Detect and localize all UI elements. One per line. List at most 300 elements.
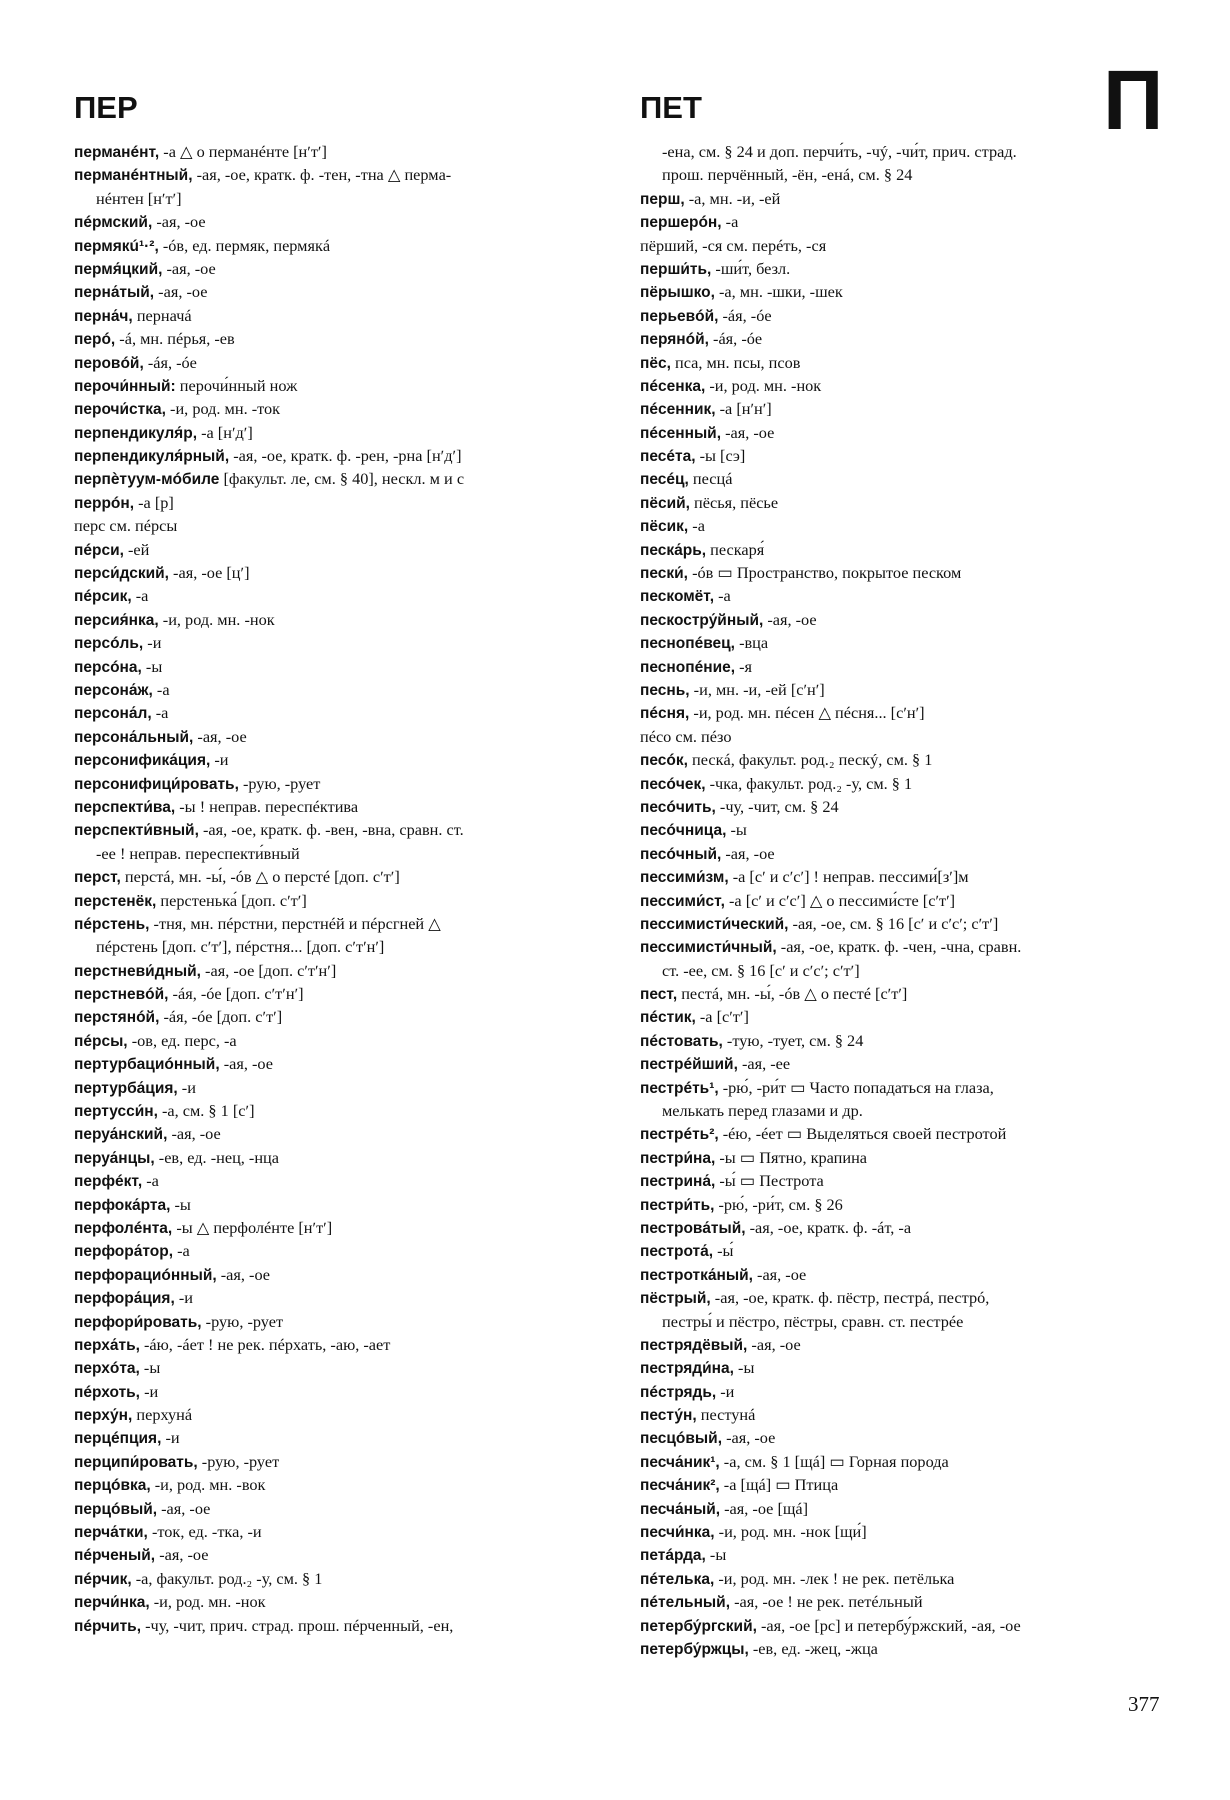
- entry-definition: пескá, факульт. род.₂ пескý, см. § 1: [687, 750, 933, 770]
- entry-headword: песчи́нка,: [640, 1524, 715, 1542]
- dictionary-entry: [74, 1052, 614, 1075]
- entry-headword: персия́нка,: [74, 611, 159, 629]
- entry-definition: перстá, мн. -ы́, -óв △ о перстé [доп. сʹтʹ]: [120, 867, 400, 887]
- dictionary-entry: [640, 1146, 1180, 1169]
- entry-definition: -á, мн. пéрья, -ев: [115, 329, 235, 349]
- entry-headword: песча́ник²,: [640, 1477, 720, 1495]
- entry-headword: перьевóй,: [640, 307, 719, 325]
- entry-headword: пестри́на,: [640, 1149, 716, 1167]
- entry-headword: перцéпция,: [74, 1430, 162, 1448]
- entry-headword: перфори́ровать,: [74, 1313, 202, 1331]
- entry-definition: -ы ▭ Пятно, крапина: [715, 1147, 868, 1167]
- entry-headword: пест,: [640, 986, 678, 1004]
- entry-headword: пестряди́на,: [640, 1360, 734, 1378]
- entry-definition: -ая, -ое, кратк. ф. -рен, -рна [нʹдʹ]: [229, 446, 462, 466]
- dictionary-entry: [640, 1099, 1180, 1122]
- entry-definition: -и: [140, 1381, 159, 1401]
- entry-definition: -а, см. § 1 [сʹ]: [157, 1101, 255, 1121]
- entry-headword: пéрченый,: [74, 1547, 156, 1565]
- dictionary-entry: [74, 1286, 614, 1309]
- entry-definition: -чу, -чит, прич. страд. прош. пéрченный, -ен,: [141, 1615, 454, 1635]
- dictionary-entry: [74, 1029, 614, 1052]
- dictionary-entry: [74, 959, 614, 982]
- dictionary-entry: [74, 1590, 614, 1613]
- dictionary-entry: [74, 1380, 614, 1403]
- entry-definition: пéрстень [доп. сʹтʹ], пéрстня... [доп. сʹтʹнʹ]: [96, 937, 385, 957]
- entry-headword: песóчница,: [640, 822, 727, 840]
- entry-headword: песка́рь,: [640, 541, 707, 559]
- entry-headword: пестрéть²,: [640, 1126, 719, 1144]
- dictionary-entry: [74, 514, 614, 537]
- entry-definition: ст. -ее, см. § 16 [сʹ и сʹсʹ; сʹтʹ]: [662, 960, 860, 980]
- dictionary-entry: [640, 327, 1180, 350]
- entry-headword: перна́ч,: [74, 307, 133, 325]
- entry-definition: мелькать перед глазами и др.: [662, 1101, 863, 1121]
- entry-headword: пéстик,: [640, 1009, 696, 1027]
- entry-definition: -áя, -óе [доп. сʹтʹ]: [159, 1007, 283, 1027]
- entry-headword: перху́н,: [74, 1407, 133, 1425]
- entry-headword: песóчек,: [640, 775, 706, 793]
- entry-headword: пескостру́йный,: [640, 611, 764, 629]
- entry-definition: -и, род. мн. -ток: [165, 399, 281, 419]
- entry-headword: перочи́нный:: [74, 377, 176, 395]
- entry-headword: перна́тый,: [74, 284, 155, 302]
- entry-definition: -рую, -рует: [197, 1451, 280, 1471]
- dictionary-entry: [640, 1426, 1180, 1449]
- dictionary-entry: [640, 1193, 1180, 1216]
- dictionary-entry: [74, 1426, 614, 1449]
- dictionary-entry: [74, 889, 614, 912]
- entry-definition: пескаря́: [706, 539, 765, 559]
- entry-headword: перманéнт,: [74, 144, 160, 161]
- entry-definition: -ая, -ое: [154, 282, 208, 302]
- dictionary-entry: [640, 678, 1180, 701]
- entry-headword: перстенёк,: [74, 892, 157, 910]
- entry-definition: перначá: [132, 305, 192, 325]
- entry-definition: -а: [151, 703, 169, 723]
- header-right-guide-word: ПЕТ: [640, 90, 702, 125]
- dictionary-entry: [74, 397, 614, 420]
- dictionary-entry: [640, 982, 1180, 1005]
- dictionary-entry: [74, 1099, 614, 1122]
- entry-definition: -ая, -ое, кратк. ф. -вен, -вна, сравн. ст.: [198, 820, 464, 840]
- entry-headword: перча́тки,: [74, 1524, 148, 1542]
- entry-definition: -и, род. мн. -нок: [158, 609, 275, 629]
- dictionary-entry: [74, 655, 614, 678]
- page-number: 377: [1128, 1692, 1160, 1716]
- entry-headword: перфолéнта,: [74, 1219, 173, 1237]
- entry-definition: -тня, мн. пéрстни, перстнéй и пéрсгней △: [149, 913, 441, 933]
- entry-headword: пéсенка,: [640, 377, 706, 395]
- dictionary-entry: [640, 444, 1180, 467]
- entry-definition: прош. перчённый, -ён, -енá, см. § 24: [662, 165, 913, 185]
- entry-definition: -а [нʹнʹ]: [715, 399, 772, 419]
- dictionary-entry: [74, 444, 614, 467]
- dictionary-entry: [640, 140, 1180, 163]
- dictionary-entry: [640, 795, 1180, 818]
- dictionary-entry: [640, 351, 1180, 374]
- dictionary-entry: [640, 304, 1180, 327]
- header-left-guide-word: ПЕР: [74, 90, 138, 125]
- dictionary-entry: [640, 1380, 1180, 1403]
- entry-definition: песцá: [688, 469, 733, 489]
- entry-definition: -а, см. § 1 [щá] ▭ Горная порода: [719, 1451, 949, 1471]
- entry-headword: персóль,: [74, 635, 144, 653]
- entry-headword: пéсенный,: [640, 424, 722, 442]
- entry-headword: пестротка́ный,: [640, 1266, 753, 1284]
- dictionary-entry: [640, 187, 1180, 210]
- dictionary-entry: [640, 772, 1180, 795]
- entry-headword: пёсий,: [640, 494, 690, 512]
- dictionary-entry: [640, 608, 1180, 631]
- entry-definition: -éю, -éет ▭ Выделяться своей пестротой: [718, 1124, 1007, 1144]
- entry-definition: -ее ! неправ. переспекти́вный: [96, 843, 300, 863]
- entry-headword: перцóвый,: [74, 1500, 158, 1518]
- entry-headword: перспекти́вный,: [74, 822, 199, 840]
- dictionary-entry: [74, 1216, 614, 1239]
- entry-definition: -ы́ ▭ Пестрота: [715, 1171, 824, 1191]
- entry-definition: -ая, -ое ! не рек. петéльный: [730, 1592, 923, 1612]
- dictionary-entry: [74, 1333, 614, 1356]
- entry-definition: -ая, -ое: [763, 609, 817, 629]
- entry-headword: перфока́рта,: [74, 1196, 171, 1214]
- entry-headword: першерóн,: [640, 214, 722, 232]
- dictionary-entry: [640, 374, 1180, 397]
- dictionary-entry: [74, 1473, 614, 1496]
- dictionary-entry: [74, 701, 614, 724]
- entry-definition: -ая, -ое: [216, 1264, 271, 1284]
- dictionary-entry: [640, 1005, 1180, 1028]
- entry-headword: песóчить,: [640, 798, 716, 816]
- entry-headword: перочи́стка,: [74, 401, 166, 419]
- dictionary-entry: [640, 163, 1180, 186]
- entry-definition: -áя, -óе: [708, 329, 763, 349]
- dictionary-entry: [640, 491, 1180, 514]
- dictionary-entry: [74, 1520, 614, 1543]
- entry-headword: песóчный,: [640, 845, 722, 863]
- dictionary-entry: [74, 1263, 614, 1286]
- dictionary-entry: [74, 725, 614, 748]
- dictionary-entry: [74, 163, 614, 186]
- entry-headword: перфора́ция,: [74, 1290, 175, 1308]
- entry-headword: пéрсик,: [74, 588, 132, 606]
- dictionary-entry: [74, 1497, 614, 1520]
- entry-definition: -и: [161, 1428, 180, 1448]
- dictionary-entry: [640, 1590, 1180, 1613]
- dictionary-entry: [74, 935, 614, 958]
- dictionary-entry: [74, 351, 614, 374]
- entry-definition: -и: [177, 1077, 196, 1097]
- dictionary-entry: [74, 491, 614, 514]
- entry-headword: пессими́зм,: [640, 869, 729, 887]
- entry-definition: -ы: [705, 1545, 727, 1565]
- dictionary-entry: [640, 514, 1180, 537]
- entry-definition: пестá, мн. -ы́, -óв △ о пестé [сʹтʹ]: [677, 984, 908, 1004]
- entry-headword: пестри́ть,: [640, 1196, 715, 1214]
- entry-definition: -вца: [735, 633, 769, 653]
- entry-definition: перс см. пéрсы: [74, 516, 178, 536]
- dictionary-entry: [74, 280, 614, 303]
- entry-definition: -ая, -ое: [752, 1264, 807, 1284]
- dictionary-entry: [74, 1403, 614, 1426]
- dictionary-entry: [74, 982, 614, 1005]
- entry-definition: -рю́, -ри́т, см. § 26: [714, 1194, 843, 1214]
- dictionary-entry: [640, 280, 1180, 303]
- entry-definition: -ы: [170, 1194, 191, 1214]
- entry-definition: -а: [131, 586, 149, 606]
- entry-definition: -ая, -ое: [721, 422, 775, 442]
- entry-headword: пертурба́ция,: [74, 1079, 178, 1097]
- dictionary-entry: [640, 889, 1180, 912]
- dictionary-entry: [74, 374, 614, 397]
- entry-definition: -ев, ед. -нец, -нца: [154, 1147, 279, 1167]
- entry-definition: -ы ! неправ. переспéктива: [175, 796, 359, 816]
- dictionary-entry: [640, 1473, 1180, 1496]
- entry-definition: -áя, -óе [доп. сʹтʹнʹ]: [168, 984, 304, 1004]
- entry-definition: -áю, -áет ! не рек. пéрхать, -аю, -ает: [139, 1334, 391, 1354]
- entry-headword: перципи́ровать,: [74, 1453, 198, 1471]
- entry-headword: перрóн,: [74, 494, 135, 512]
- entry-headword: персона́ж,: [74, 681, 153, 699]
- entry-definition: -и: [716, 1381, 735, 1401]
- entry-definition: -а: [714, 586, 731, 606]
- entry-headword: пéтелька,: [640, 1570, 715, 1588]
- dictionary-entry: [640, 1567, 1180, 1590]
- entry-headword: петербу́ржцы,: [640, 1641, 749, 1658]
- dictionary-entry: [74, 1193, 614, 1216]
- dictionary-entry: [640, 1637, 1180, 1660]
- entry-headword: перó,: [74, 331, 116, 349]
- dictionary-entry: [74, 538, 614, 561]
- entry-definition: -ая, -ое: [167, 1124, 221, 1144]
- dictionary-entry: [74, 1614, 614, 1637]
- dictionary-entry: [74, 257, 614, 280]
- entry-headword: перстневи́дный,: [74, 962, 201, 980]
- entry-definition: -и, род. мн. -вок: [150, 1475, 266, 1495]
- entry-definition: пéсо см. пéзо: [640, 726, 732, 746]
- dictionary-entry: [74, 1005, 614, 1028]
- entry-headword: персона́льный,: [74, 728, 194, 746]
- entry-headword: песéта,: [640, 448, 696, 466]
- entry-definition: -ток, ед. -тка, -и: [147, 1522, 262, 1542]
- dictionary-entry: [74, 1310, 614, 1333]
- entry-definition: -тую, -тует, см. § 24: [722, 1030, 864, 1050]
- entry-definition: -ена, см. § 24 и доп. перчи́ть, -чý, -чи́т, прич. страд.: [662, 142, 1017, 161]
- dictionary-entry: [640, 1216, 1180, 1239]
- dictionary-entry: [640, 1052, 1180, 1075]
- dictionary-entry: [74, 608, 614, 631]
- dictionary-entry: [640, 1169, 1180, 1192]
- entry-headword: персóна,: [74, 658, 142, 676]
- dictionary-entry: [74, 1122, 614, 1145]
- entry-headword: пёстрый,: [640, 1290, 711, 1308]
- entry-headword: пéрчить,: [74, 1617, 142, 1635]
- entry-definition: -и, род. мн. пéсен △ пéсня... [сʹнʹ]: [689, 703, 925, 723]
- dictionary-entry: [74, 842, 614, 865]
- entry-headword: пéтельный,: [640, 1594, 731, 1612]
- dictionary-entry: [640, 1403, 1180, 1426]
- entry-headword: пёсик,: [640, 518, 689, 536]
- dictionary-entry: [74, 304, 614, 327]
- entry-headword: перцóвка,: [74, 1477, 151, 1495]
- entry-headword: пéрси,: [74, 541, 124, 559]
- entry-headword: пессими́ст,: [640, 892, 725, 910]
- dictionary-entry: [640, 1543, 1180, 1566]
- dictionary-entry: [640, 1310, 1180, 1333]
- entry-definition: нéнтен [нʹтʹ]: [96, 188, 182, 208]
- entry-definition: -ая, -ое: [721, 843, 775, 863]
- dictionary-entry: [640, 397, 1180, 420]
- entry-definition: -а △ о перманéнте [нʹтʹ]: [159, 142, 327, 161]
- entry-definition: пёсья, пёсье: [689, 492, 779, 512]
- entry-definition: -ая, -ое: [747, 1334, 801, 1354]
- entry-definition: -а [сʹ и сʹсʹ] △ о пессими́сте [сʹтʹ]: [724, 890, 956, 910]
- entry-definition: -ы [сэ]: [695, 446, 746, 466]
- entry-headword: перстянóй,: [74, 1009, 160, 1027]
- entry-headword: пéрстень,: [74, 915, 150, 933]
- entry-definition: -ы́: [713, 1241, 734, 1261]
- entry-definition: -а: [688, 516, 705, 536]
- entry-headword: пестрина́,: [640, 1173, 716, 1191]
- entry-definition: -и: [210, 750, 229, 770]
- dictionary-entry: [74, 561, 614, 584]
- entry-definition: -ши́т, безл.: [711, 258, 791, 278]
- entry-definition: -а [щá] ▭ Птица: [719, 1475, 839, 1495]
- entry-definition: -ев, ед. -жец, -жца: [748, 1639, 878, 1658]
- entry-definition: -а, мн. -и, -ей: [684, 188, 781, 208]
- entry-headword: перфора́тор,: [74, 1243, 173, 1261]
- dictionary-entry: [74, 678, 614, 701]
- entry-headword: перси́дский,: [74, 565, 169, 583]
- dictionary-entry: [74, 467, 614, 490]
- entry-definition: -ая, -ое: [219, 1054, 273, 1074]
- entry-definition: -а [нʹдʹ]: [197, 422, 253, 442]
- entry-definition: -и: [143, 633, 162, 653]
- entry-headword: пертурбациóнный,: [74, 1056, 220, 1074]
- dictionary-entry: [640, 748, 1180, 771]
- entry-definition: -ы: [141, 656, 163, 676]
- dictionary-entry: [640, 1286, 1180, 1309]
- dictionary-entry: [74, 1146, 614, 1169]
- dictionary-entry: [74, 327, 614, 350]
- entry-definition: -ая, -ое: [157, 1498, 211, 1518]
- entry-definition: -ая, -ое, кратк. ф. пёстр, пестрá, пестрó,: [710, 1288, 990, 1308]
- entry-headword: пестрéйший,: [640, 1056, 738, 1074]
- dictionary-entry: [640, 842, 1180, 865]
- dictionary-entry: [74, 748, 614, 771]
- dictionary-entry: [640, 561, 1180, 584]
- dictionary-entry: [74, 865, 614, 888]
- entry-headword: пессимисти́ческий,: [640, 915, 789, 933]
- entry-headword: песцóвый,: [640, 1430, 722, 1448]
- dictionary-entry: [640, 1450, 1180, 1473]
- entry-definition: -ей: [123, 539, 150, 559]
- entry-definition: -ов, ед. перс, -а: [127, 1030, 237, 1050]
- entry-headword: перст,: [74, 869, 121, 887]
- entry-definition: -áя, -óе: [143, 352, 197, 372]
- entry-headword: пéстрядь,: [640, 1383, 717, 1401]
- dictionary-entry: [74, 1076, 614, 1099]
- entry-headword: перпендикуля́рный,: [74, 448, 230, 466]
- dictionary-entry: [640, 935, 1180, 958]
- entry-definition: -рую, -рует: [238, 773, 321, 793]
- entry-headword: перхóта,: [74, 1360, 140, 1378]
- entry-headword: перфорациóнный,: [74, 1266, 217, 1284]
- right-column: [640, 140, 1180, 1660]
- entry-headword: песóк,: [640, 752, 688, 770]
- dictionary-entry: [640, 1076, 1180, 1099]
- entry-headword: пессимисти́чный,: [640, 939, 777, 957]
- entry-headword: перш,: [640, 190, 685, 208]
- entry-definition: -а: [142, 1171, 159, 1191]
- dictionary-entry: [74, 1450, 614, 1473]
- dictionary-entry: [640, 1239, 1180, 1262]
- entry-definition: -а, мн. -шки, -шек: [714, 282, 843, 302]
- entry-headword: персонифика́ция,: [74, 752, 211, 770]
- entry-definition: -рую, -рует: [201, 1311, 284, 1331]
- entry-definition: -а [сʹ и сʹсʹ] ! неправ. пессими́[зʹ]м: [728, 867, 969, 887]
- entry-headword: перчи́нка,: [74, 1594, 150, 1612]
- entry-definition: -ая, -ое [цʹ]: [168, 563, 250, 583]
- entry-definition: -ы: [726, 820, 747, 840]
- entry-headword: пéсенник,: [640, 401, 716, 419]
- entry-headword: песнопéвец,: [640, 635, 735, 653]
- entry-definition: -ая, -ое, кратк. ф. -чен, -чна, сравн.: [776, 937, 1022, 957]
- header-section-letter: П: [1103, 53, 1164, 147]
- dictionary-entry: [640, 1263, 1180, 1286]
- entry-definition: -ая, -ое: [162, 258, 216, 278]
- dictionary-entry: [640, 1122, 1180, 1145]
- entry-headword: пертусси́н,: [74, 1103, 158, 1121]
- entry-definition: -óв, ед. пермяк, пермякá: [158, 235, 331, 255]
- entry-definition: -и, мн. -и, -ей [сʹнʹ]: [689, 679, 825, 699]
- entry-headword: перуа́нский,: [74, 1126, 168, 1144]
- dictionary-entry: [640, 865, 1180, 888]
- entry-definition: -ая, -ее: [737, 1054, 791, 1074]
- dictionary-entry: [74, 818, 614, 841]
- entry-headword: пёс,: [640, 354, 671, 372]
- entry-headword: песéц,: [640, 471, 689, 489]
- entry-headword: петáрда,: [640, 1547, 706, 1565]
- dictionary-entry: [640, 538, 1180, 561]
- entry-definition: -ая, -ое [доп. сʹтʹнʹ]: [200, 960, 337, 980]
- entry-headword: песнь,: [640, 681, 690, 699]
- dictionary-entry: [74, 1356, 614, 1379]
- dictionary-entry: [640, 234, 1180, 257]
- entry-definition: -и, род. мн. -нок [щи́]: [714, 1522, 867, 1542]
- entry-headword: петербу́ргский,: [640, 1617, 757, 1635]
- dictionary-entry: [640, 959, 1180, 982]
- dictionary-entry: [640, 655, 1180, 678]
- dictionary-entry: [640, 421, 1180, 444]
- entry-definition: -ая, -ое [рс] и петербу́ржский, -ая, -ое: [756, 1615, 1021, 1635]
- entry-definition: -а [сʹтʹ]: [695, 1007, 749, 1027]
- entry-headword: пестрядёвый,: [640, 1336, 748, 1354]
- left-column: [74, 140, 614, 1637]
- entry-definition: пестунá: [696, 1405, 756, 1425]
- entry-headword: песнопéние,: [640, 658, 736, 676]
- entry-headword: песча́ник¹,: [640, 1453, 720, 1471]
- entry-definition: -ы △ перфолéнте [нʹтʹ]: [172, 1217, 333, 1237]
- entry-definition: -ы: [733, 1358, 755, 1378]
- dictionary-entry: [74, 631, 614, 654]
- entry-headword: пески́,: [640, 565, 688, 583]
- entry-headword: перши́ть,: [640, 260, 712, 278]
- entry-headword: перпендикуля́р,: [74, 424, 198, 442]
- dictionary-entry: [640, 1614, 1180, 1637]
- entry-headword: пестрота́,: [640, 1243, 714, 1261]
- entry-headword: пермякú¹·²,: [74, 237, 159, 255]
